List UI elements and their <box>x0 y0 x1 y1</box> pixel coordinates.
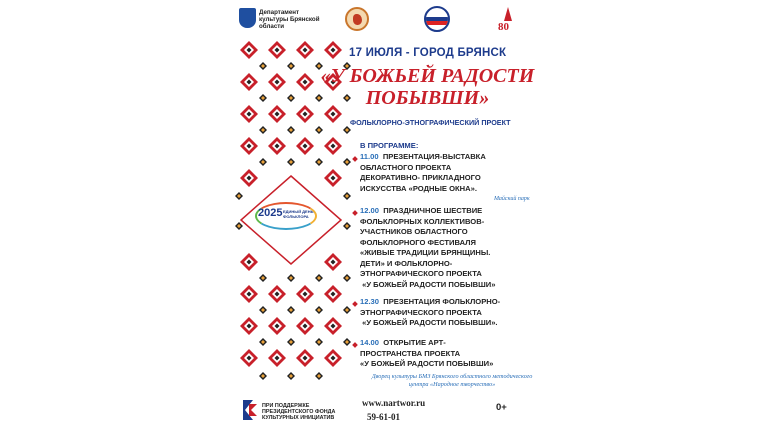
anniversary-80-logo <box>494 5 524 35</box>
website-link[interactable]: www.nartwor.ru <box>362 398 426 408</box>
item-time: 14.00 <box>360 338 380 347</box>
bryansk-crest-icon <box>239 8 256 28</box>
item-time: 11.00 <box>360 152 379 161</box>
item-time: 12.00 <box>360 206 380 215</box>
place-label: Майский парк <box>494 196 530 202</box>
badge-year: 2025 <box>258 207 283 219</box>
event-date: 17 ИЮЛЯ - ГОРОД БРЯНСК <box>349 47 507 59</box>
project-subtitle: ФОЛЬКЛОРНО-ЭТНОГРАФИЧЕСКИЙ ПРОЕКТ <box>350 118 511 127</box>
event-title: «У БОЖЬЕЙ РАДОСТИ ПОБЫВШИ» <box>320 65 535 109</box>
program-heading: В ПРОГРАММЕ: <box>360 141 419 150</box>
organization-emblem-icon <box>424 6 450 32</box>
item-text: ПРЕЗЕНТАЦИЯ-ВЫСТАВКА ОБЛАСТНОГО ПРОЕКТА ДЕКОРАТИВНО- ПРИКЛАДНОГО ИСКУССТВА «РОДНЫЕ ОКНА». <box>360 152 486 193</box>
anniversary-number: 80 <box>498 21 509 33</box>
phone-number: 59-61-01 <box>367 412 400 422</box>
folk-center-logo-icon <box>345 7 369 31</box>
program-item <box>360 297 500 329</box>
presidential-fund-logo-icon <box>239 396 261 424</box>
item-text: ПРЕЗЕНТАЦИЯ ФОЛЬКЛОРНО- ЭТНОГРАФИЧЕСКОГО ПРОЕКТА «У БОЖЬЕЙ РАДОСТИ ПОБЫВШИ». <box>360 297 501 327</box>
folklore-day-badge <box>255 200 321 234</box>
program-item <box>360 338 493 370</box>
badge-text: ЕДИНЫЙ ДЕНЬ ФОЛЬКЛОРА <box>283 209 314 219</box>
age-rating: 0+ <box>496 402 507 413</box>
program-item <box>360 206 495 290</box>
item-text: ПРАЗДНИЧНОЕ ШЕСТВИЕ ФОЛЬКЛОРНЫХ КОЛЛЕКТИВОВ- УЧАСТНИКОВ ОБЛАСТНОГО ФОЛЬКЛОРНОГО ФЕСТИВАЛЯ «ЖИВЫЕ ТРАДИЦИИ БРЯНЩИНЫ. ДЕТИ» И ФОЛЬКЛОРНО- ЭТНОГРАФИЧЕСКОГО ПРОЕКТА «У БОЖЬЕЙ РАДОСТИ ПОБЫВШИ» <box>360 206 496 289</box>
venue-label: Дворец культуры БМЗ Брянского областного методического центра «Народное творчество» <box>371 373 533 388</box>
support-text: ПРИ ПОДДЕРЖКЕ ПРЕЗИДЕНТСКОГО ФОНДА КУЛЬТУРНЫХ ИНИЦИАТИВ <box>262 403 336 422</box>
item-text: ОТКРЫТИЕ АРТ- ПРОСТРАНСТВА ПРОЕКТА «У БОЖЬЕЙ РАДОСТИ ПОБЫВШИ» <box>360 338 494 368</box>
department-name: Департамент культуры Брянской области <box>259 9 320 30</box>
program-item <box>360 152 486 194</box>
event-poster <box>229 0 542 431</box>
item-time: 12.30 <box>360 297 380 306</box>
